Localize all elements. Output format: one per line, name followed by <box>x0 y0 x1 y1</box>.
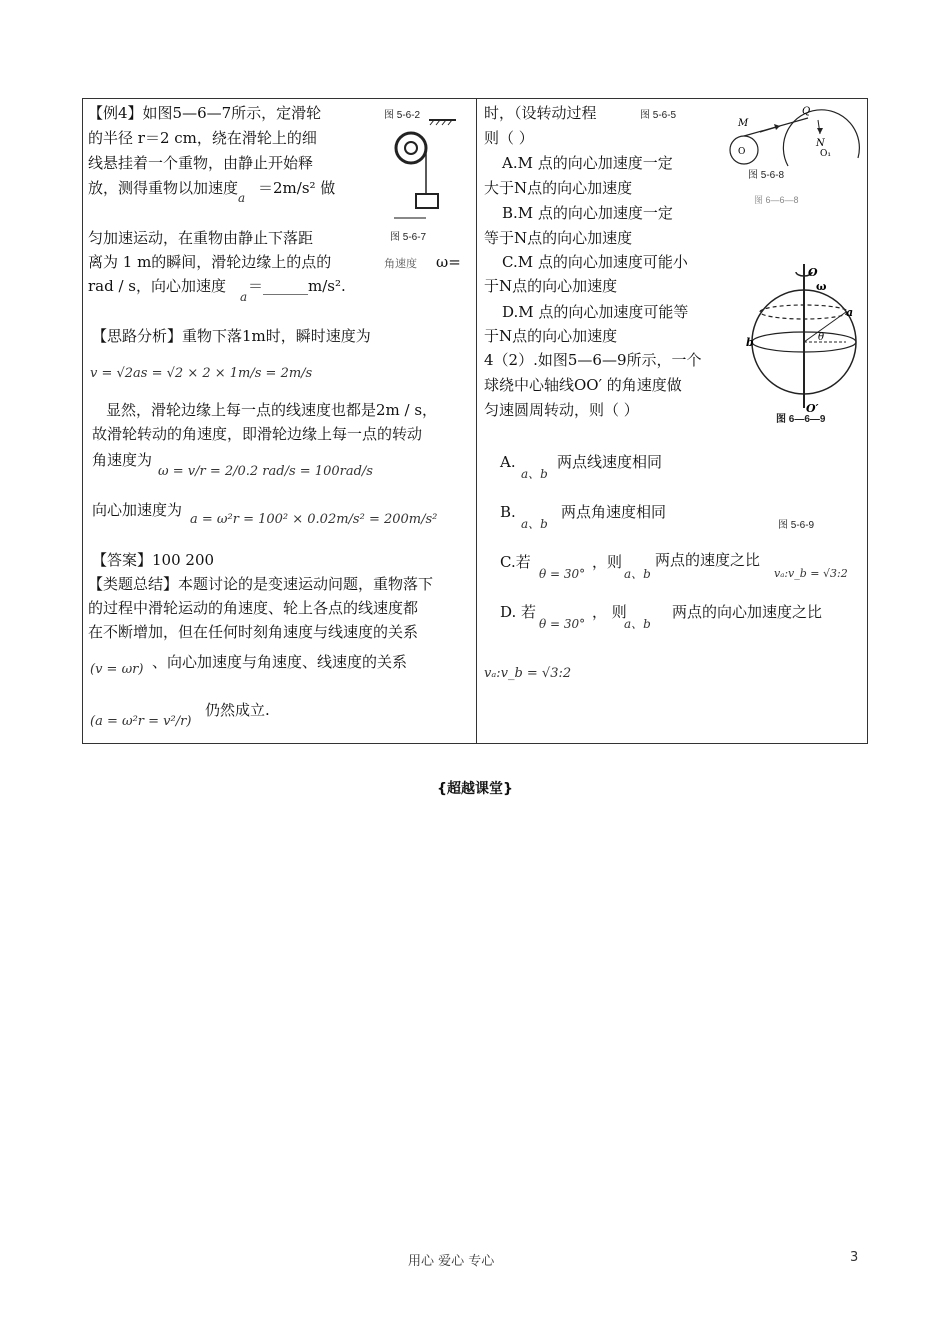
example-line: ＝______m/s². <box>248 277 346 295</box>
option-line: 于N点的向心加速度 <box>484 327 618 345</box>
choice-text: ，则 <box>592 553 623 571</box>
summary-line: 的过程中滑轮运动的角速度、轮上各点的线速度都 <box>88 599 419 617</box>
example-line: 匀加速运动，在重物由静止下落距 <box>88 229 314 247</box>
option-line: C.M 点的向心加速度可能小 <box>502 253 688 271</box>
question-line: 4（2）.如图5—6—9所示，一个 <box>484 351 702 369</box>
belt-pulley-figure <box>728 104 864 174</box>
example-line: 离为 1 m的瞬间，滑轮边缘上的点的 <box>88 253 332 271</box>
label-m: M <box>738 118 749 129</box>
label-a: a <box>846 306 854 319</box>
summary-line: 【类题总结】本题讨论的是变速运动问题，重物落下 <box>88 575 434 593</box>
label-o: O <box>738 147 746 157</box>
example-line: ＝2m/s² 做 <box>258 179 336 197</box>
option-line: B.M 点的向心加速度一定 <box>502 204 673 222</box>
choice-text: 两点的速度之比 <box>655 551 761 569</box>
equation: vₐ:v_b = √3:2 <box>774 567 848 580</box>
label-o-bottom: O′ <box>806 402 819 414</box>
answer-line: 【答案】100 200 <box>92 551 215 569</box>
analysis-line: 【思路分析】重物下落1m时，瞬时速度为 <box>92 327 371 345</box>
figure-label: 图 5-6-5 <box>640 110 677 121</box>
example-line: 放，测得重物以加速度 <box>88 179 239 197</box>
equation: vₐ:v_b = √3:2 <box>484 666 572 681</box>
equation: (a = ω²r = v²/r) <box>90 714 192 729</box>
example-line: 【例4】如图5—6—7所示，定滑轮 <box>88 104 322 122</box>
analysis-line: 故滑轮转动的角速度，即滑轮边缘上每一点的转动 <box>92 425 423 443</box>
label-theta: θ <box>818 332 825 343</box>
label-q: Q <box>802 106 811 117</box>
choice-label: C.若 <box>500 553 531 571</box>
label-o1: O₁ <box>820 149 831 159</box>
summary-line: 仍然成立. <box>205 701 270 719</box>
figure-label: 图 5-6-2 <box>384 110 421 121</box>
summary-line: 在不断增加，但在任何时刻角速度与线速度的关系 <box>88 623 419 641</box>
option-line: 于N点的向心加速度 <box>484 277 618 295</box>
example-line: rad / s，向心加速度 <box>88 277 227 295</box>
label-o-top: O <box>808 266 818 279</box>
figure-label: 图 6—6—8 <box>754 195 799 205</box>
choice-text: 两点线速度相同 <box>557 453 663 471</box>
choice-label: A. <box>500 453 516 471</box>
math-var: θ = 30° <box>539 617 586 631</box>
math-var: θ = 30° <box>539 567 586 581</box>
section-heading: {超越课堂} <box>437 781 513 797</box>
choice-text: ， 则 <box>592 603 627 621</box>
label-omega: ω <box>816 280 827 293</box>
analysis-line: 向心加速度为 <box>92 501 183 519</box>
math-var: a <box>238 191 246 205</box>
option-line: D.M 点的向心加速度可能等 <box>502 303 689 321</box>
figure-label: 图 5-6-9 <box>778 520 815 531</box>
example-line: 的半径 r＝2 cm，绕在滑轮上的细 <box>88 129 317 147</box>
option-line: 等于N点的向心加速度 <box>484 229 633 247</box>
figure-label: 图 6—6—9 <box>776 414 826 425</box>
pulley-figure <box>384 108 459 228</box>
math-var: a、b <box>521 467 548 481</box>
equation: ω = v/r = 2/0.2 rad/s = 100rad/s <box>158 464 373 479</box>
question-line: 球绕中心轴线OO′ 的角速度做 <box>484 376 682 394</box>
sphere-figure <box>742 258 860 414</box>
page-number: 3 <box>850 1250 859 1265</box>
analysis-line: 显然，滑轮边缘上每一点的线速度也都是2m / s， <box>106 401 438 419</box>
figure-label: 图 5-6-8 <box>748 170 785 181</box>
equation: a = ω²r = 100² × 0.02m/s² = 200m/s² <box>190 512 438 527</box>
math-var: a <box>240 290 248 304</box>
example-line-fragment: 角速度 <box>384 257 417 270</box>
footer-motto: 用心 爱心 专心 <box>408 1254 495 1269</box>
equation: v = √2as = √2 × 2 × 1m/s = 2m/s <box>90 366 313 381</box>
math-var: a、b <box>624 617 651 631</box>
analysis-line: 角速度为 <box>92 451 153 469</box>
option-line: 大于N点的向心加速度 <box>484 179 633 197</box>
option-line: A.M 点的向心加速度一定 <box>502 154 673 172</box>
choice-text: 两点角速度相同 <box>561 503 667 521</box>
choice-label: D. 若 <box>500 603 537 621</box>
question-line: 匀速圆周转动，则（ ） <box>484 401 639 419</box>
label-b: b <box>746 336 754 349</box>
label-n: N <box>816 138 825 149</box>
summary-line: 、向心加速度与角速度、线速度的关系 <box>152 653 408 671</box>
question-line: 则（ ） <box>484 129 534 147</box>
math-var: a、b <box>624 567 651 581</box>
choice-label: B. <box>500 503 516 521</box>
question-line: 时，（设转动过程 <box>484 104 597 122</box>
table-divider <box>476 98 477 744</box>
choice-text: 两点的向心加速度之比 <box>672 603 823 621</box>
figure-label: 图 5-6-7 <box>390 232 427 243</box>
example-line: 线悬挂着一个重物，由静止开始释 <box>88 154 314 172</box>
equation: (v = ωr) <box>90 662 144 677</box>
example-line-fragment: ω= <box>436 253 461 271</box>
math-var: a、b <box>521 517 548 531</box>
